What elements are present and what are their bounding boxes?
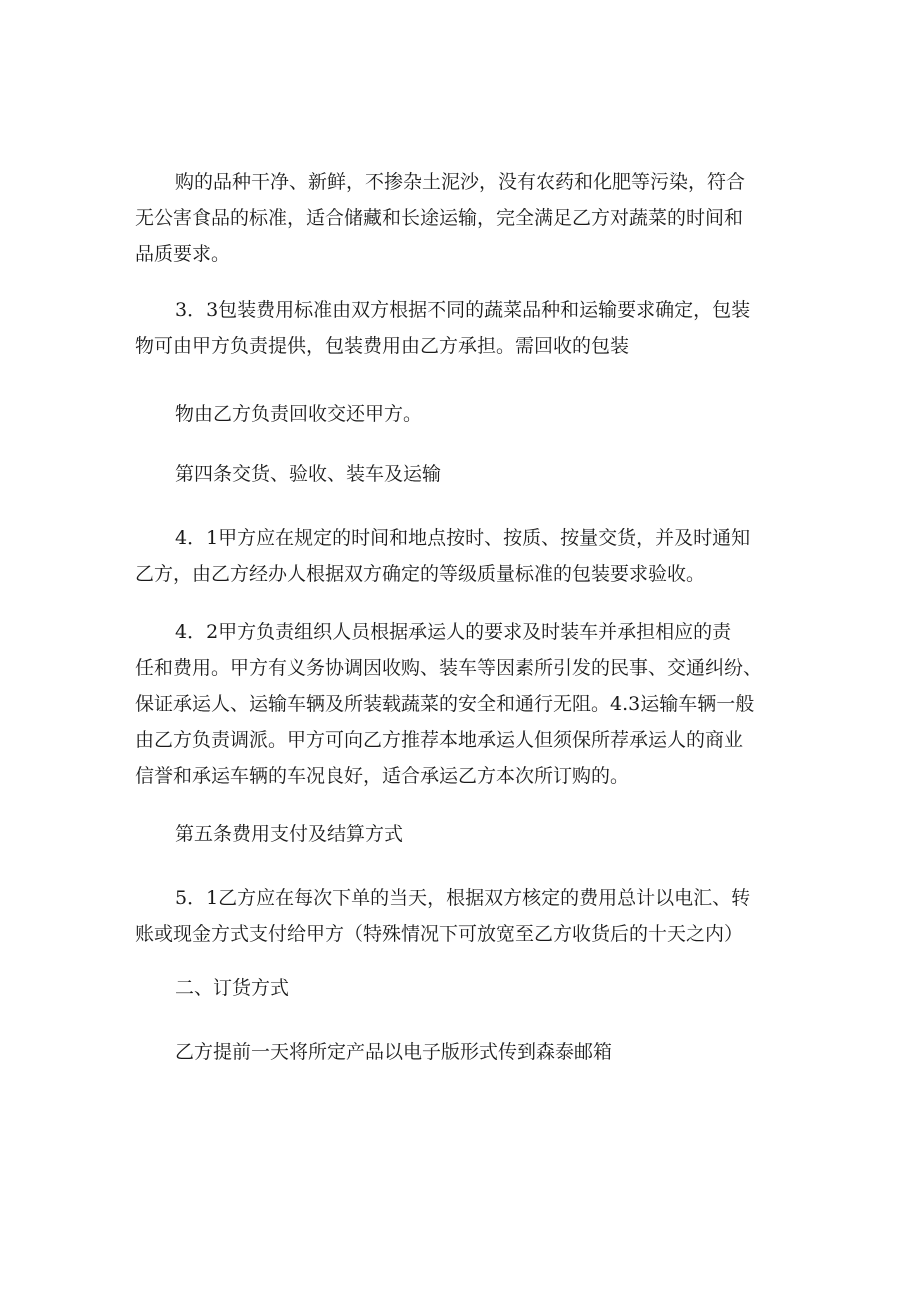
text-line: 乙方，由乙方经办人根据双方确定的等级质量标准的包装要求验收。 <box>135 563 706 585</box>
text-line: 无公害食品的标准，适合储藏和长途运输，完全满足乙方对蔬菜的时间和 <box>135 207 744 229</box>
paragraph-3-3-packaging <box>135 292 785 364</box>
paragraph-4-1-delivery <box>135 520 785 592</box>
text-line: 信誉和承运车辆的车况良好，适合承运乙方本次所订购的。 <box>135 765 630 787</box>
section-heading-article-4: 第四条交货、验收、装车及运输 <box>175 463 442 485</box>
section-heading-ordering-method: 二、订货方式 <box>175 977 290 999</box>
text-line: 任和费用。甲方有义务协调因收购、装车等因素所引发的民事、交通纠纷、 <box>135 657 763 679</box>
text-line: 5．1乙方应在每次下单的当天，根据双方核定的费用总计以电汇、转 <box>175 887 751 909</box>
paragraph-4-2-loading <box>135 614 785 794</box>
paragraph-5-1-payment <box>135 880 785 952</box>
text-line: 由乙方负责调派。甲方可向乙方推荐本地承运人但须保所荐承运人的商业 <box>135 729 744 751</box>
paragraph-ordering: 乙方提前一天将所定产品以电子版形式传到森泰邮箱 <box>175 1041 613 1063</box>
text-line: 4．2甲方负责组织人员根据承运人的要求及时装车并承担相应的责 <box>175 621 732 643</box>
paragraph-packaging-return: 物由乙方负责回收交还甲方。 <box>175 403 423 425</box>
text-line: 物可由甲方负责提供，包装费用由乙方承担。需回收的包装 <box>135 335 630 357</box>
text-line: 3．3包装费用标准由双方根据不同的蔬菜品种和运输要求确定，包装 <box>175 299 751 321</box>
text-line: 品质要求。 <box>135 243 231 265</box>
paragraph-product-quality <box>135 164 785 272</box>
text-line: 4．1甲方应在规定的时间和地点按时、按质、按量交货，并及时通知 <box>175 527 751 549</box>
text-line: 账或现金方式支付给甲方（特殊情况下可放宽至乙方收货后的十天之内） <box>135 923 744 945</box>
text-line: 购的品种干净、新鲜，不掺杂土泥沙，没有农药和化肥等污染，符合 <box>175 171 746 193</box>
text-line: 保证承运人、运输车辆及所装载蔬菜的安全和通行无阻。4.3运输车辆一般 <box>135 693 755 715</box>
section-heading-article-5: 第五条费用支付及结算方式 <box>175 823 404 845</box>
